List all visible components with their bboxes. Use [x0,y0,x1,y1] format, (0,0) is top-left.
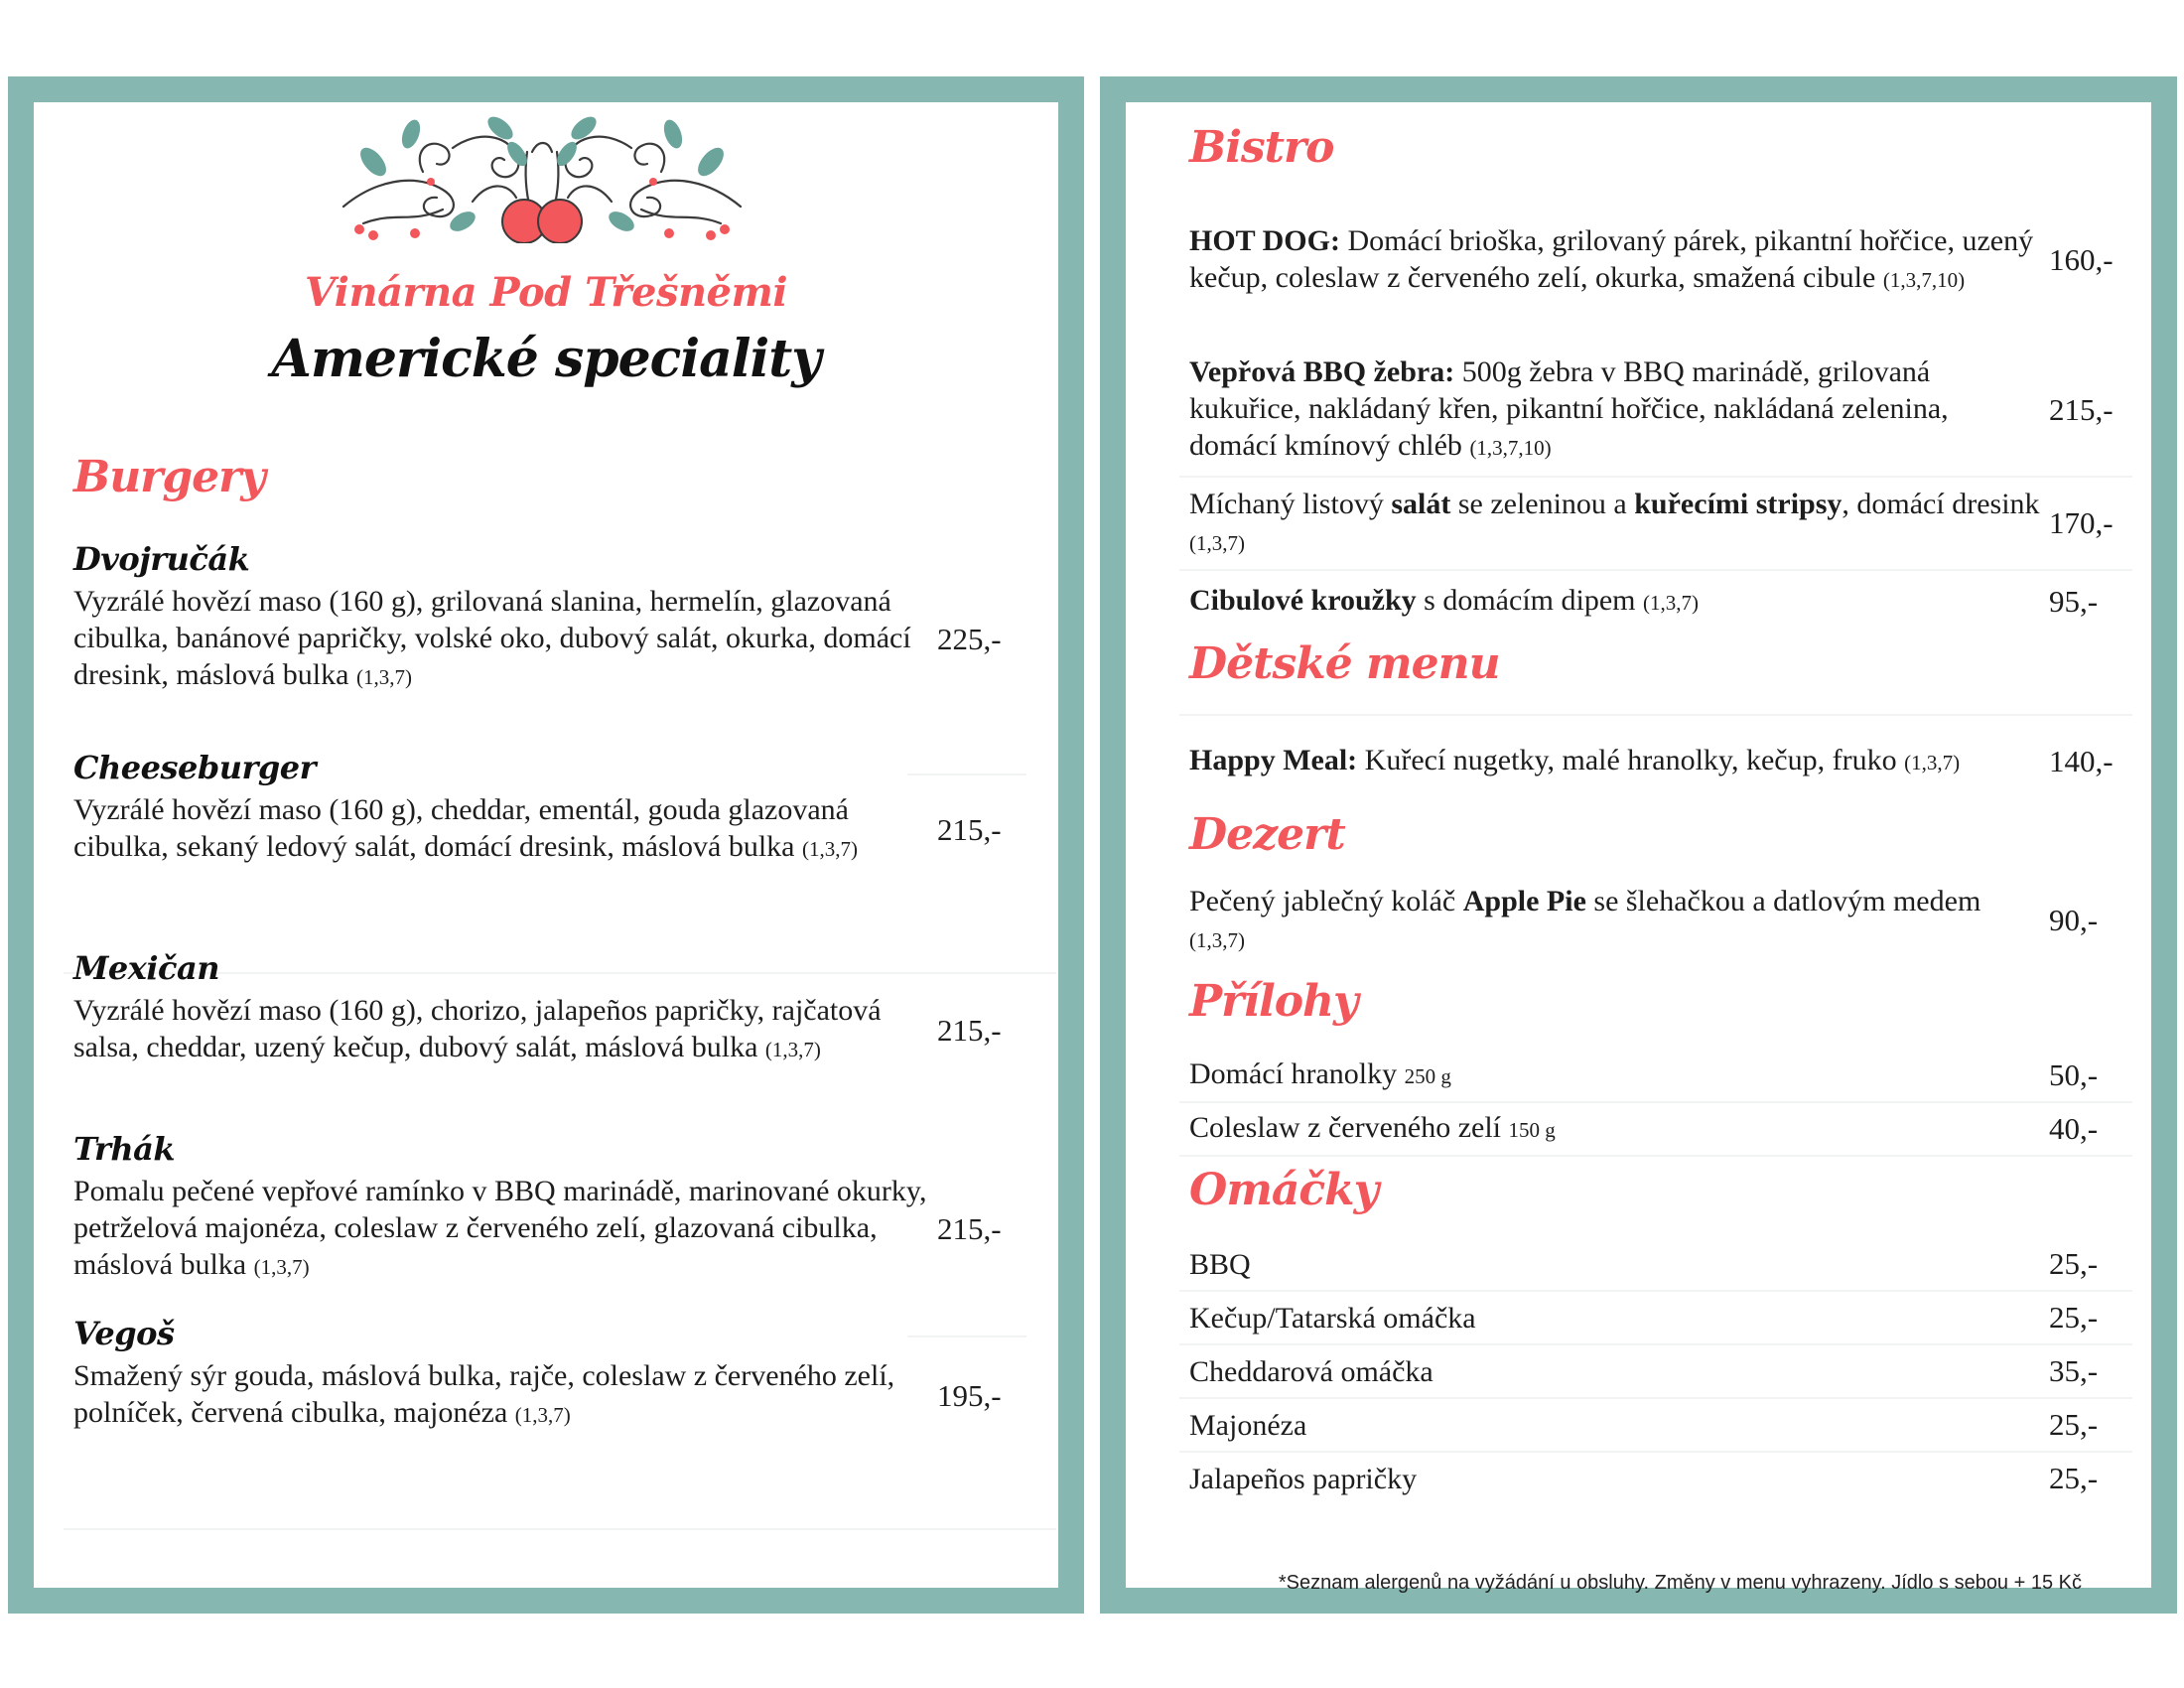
divider [1179,569,2132,571]
left-page [34,102,1058,1588]
section-heading-sides: Přílohy [1189,976,1358,1027]
item-price: 215,- [937,1012,1002,1048]
menu-item [1189,879,2162,962]
item-description: Cheddarová omáčka [1189,1354,1433,1388]
right-page-frame [1100,76,2177,1614]
item-description: Pečený jablečný koláč Apple Pie se šlehačkou a datlovým medem (1,3,7) [1189,884,1981,952]
allergens: (1,3,7) [1189,530,1245,555]
item-weight: 150 g [1508,1118,1556,1142]
divider [64,1528,1056,1530]
item-name: Vegoš [73,1315,175,1352]
item-description: Pomalu pečené vepřové ramínko v BBQ marinádě, marinované okurky, petrželová majonéza, coleslaw z červeného zelí, glazovaná cibulka, máslová bulka (1,3,7) [73,1175,927,1281]
item-weight: 250 g [1404,1064,1451,1088]
restaurant-name: Vinárna Pod Třešněmi [304,269,788,316]
menu-item [73,1129,1066,1286]
allergens: (1,3,7,10) [1882,267,1966,292]
menu-item [1189,1054,2162,1097]
item-description: HOT DOG: Domácí brioška, grilovaný párek, pikantní hořčice, uzený kečup, coleslaw z červeného zelí, okurka, smažená cibule (1,3,7,10) [1189,223,2034,294]
allergens: (1,3,7) [514,1403,571,1427]
item-price: 195,- [937,1377,1002,1413]
item-description: Kečup/Tatarská omáčka [1189,1301,1476,1335]
item-description: Vyzrálé hovězí maso (160 g), cheddar, ementál, gouda glazovaná cibulka, sekaný ledový salát, domácí dresink, máslová bulka (1,3,7) [73,793,858,863]
menu-subtitle: Americké speciality [271,329,821,389]
menu-item [73,948,1066,1068]
left-page-frame [8,76,1084,1614]
cherry-ornament-icon [304,112,780,243]
divider [1179,1343,2132,1345]
item-price: 215,- [937,811,1002,847]
allergens: (1,3,7) [801,837,858,861]
item-price: 170,- [2049,505,2114,540]
allergens: (1,3,7) [1642,591,1699,615]
section-heading-dessert: Dezert [1189,809,1345,860]
menu-item [73,748,1066,868]
divider [1179,1290,2132,1292]
menu-item [1189,1457,2162,1500]
divider [1179,1397,2132,1399]
item-price: 35,- [2049,1353,2099,1388]
menu-item [73,539,1066,696]
menu-item [1189,1349,2162,1393]
menu-item [1189,1296,2162,1339]
item-description: Míchaný listový salát se zeleninou a kuřecími stripsy, domácí dresink (1,3,7) [1189,487,2040,555]
item-price: 215,- [937,1211,1002,1246]
item-price: 225,- [937,622,1002,656]
section-heading-sauces: Omáčky [1189,1165,1379,1215]
item-description: Coleslaw z červeného zelí 150 g [1189,1111,1556,1144]
divider [1179,1155,2132,1157]
section-heading-kids: Dětské menu [1189,638,1500,689]
item-price: 95,- [2049,584,2099,619]
item-description: Vyzrálé hovězí maso (160 g), chorizo, jalapeños papričky, rajčatová salsa, cheddar, uzený kečup, dubový salát, máslová bulka (1,3,7) [73,994,882,1063]
divider [1179,476,2132,478]
allergens: (1,3,7) [355,665,412,689]
section-title-burgery [73,452,265,502]
item-price: 50,- [2049,1057,2099,1092]
menu-item [1189,1107,2162,1151]
item-description: Domácí hranolky 250 g [1189,1057,1451,1090]
divider [1179,1451,2132,1453]
menu-item [1189,1403,2162,1447]
item-price: 25,- [2049,1246,2099,1281]
item-price: 215,- [2049,392,2114,427]
allergens: (1,3,7) [764,1038,821,1061]
item-price: 140,- [2049,744,2114,778]
right-page [1126,102,2151,1594]
item-description: Jalapeños papričky [1189,1462,1418,1495]
section-heading-bistro: Bistro [1189,122,1334,173]
allergens: (1,3,7) [253,1255,310,1279]
menu-item [1189,351,2162,470]
item-price: 25,- [2049,1461,2099,1495]
menu-item [1189,722,2162,801]
section-heading: Burgery [73,452,265,502]
menu-item [1189,484,2162,563]
item-description: Majonéza [1189,1408,1307,1442]
allergens: (1,3,7) [1904,751,1961,774]
item-description: Vyzrálé hovězí maso (160 g), grilovaná slanina, hermelín, glazovaná cibulka, banánové papričky, volské oko, dubový salát, okurka, domácí dresink, máslová bulka (1,3,7) [73,585,911,691]
allergens: (1,3,7,10) [1469,436,1552,460]
item-price: 40,- [2049,1111,2099,1146]
item-price: 90,- [2049,903,2099,937]
item-price: 25,- [2049,1300,2099,1335]
item-description: Happy Meal: Kuřecí nugetky, malé hranolky, kečup, fruko (1,3,7) [1189,744,1961,776]
item-description: Cibulové kroužky s domácím dipem (1,3,7) [1189,584,1699,617]
menu-item [1189,1242,2162,1286]
menu-item [1189,202,2162,319]
menu-item [1189,577,2162,627]
divider [1179,1101,2132,1103]
item-price: 25,- [2049,1407,2099,1442]
item-name: Trhák [73,1130,176,1168]
item-name: Cheeseburger [73,749,316,786]
item-price: 160,- [2049,242,2114,277]
item-description: BBQ [1189,1247,1251,1281]
item-description: Vepřová BBQ žebra: 500g žebra v BBQ marinádě, grilovaná kukuřice, nakládaný křen, pikantní hořčice, nakládaná zelenina, domácí kmínový chléb (1,3,7,10) [1189,355,1949,462]
allergen-footnote: *Seznam alergenů na vyžádání u obsluhy. Změny v menu vyhrazeny. Jídlo s sebou + 15 Kč [1278,1572,2082,1594]
divider [1179,714,2132,716]
item-description: Smažený sýr gouda, máslová bulka, rajče, coleslaw z červeného zelí, polníček, červená cibulka, majonéza (1,3,7) [73,1359,895,1429]
item-name: Mexičan [73,949,219,987]
allergens: (1,3,7) [1189,927,1245,952]
menu-item [73,1314,1066,1434]
item-name: Dvojručák [73,540,250,578]
